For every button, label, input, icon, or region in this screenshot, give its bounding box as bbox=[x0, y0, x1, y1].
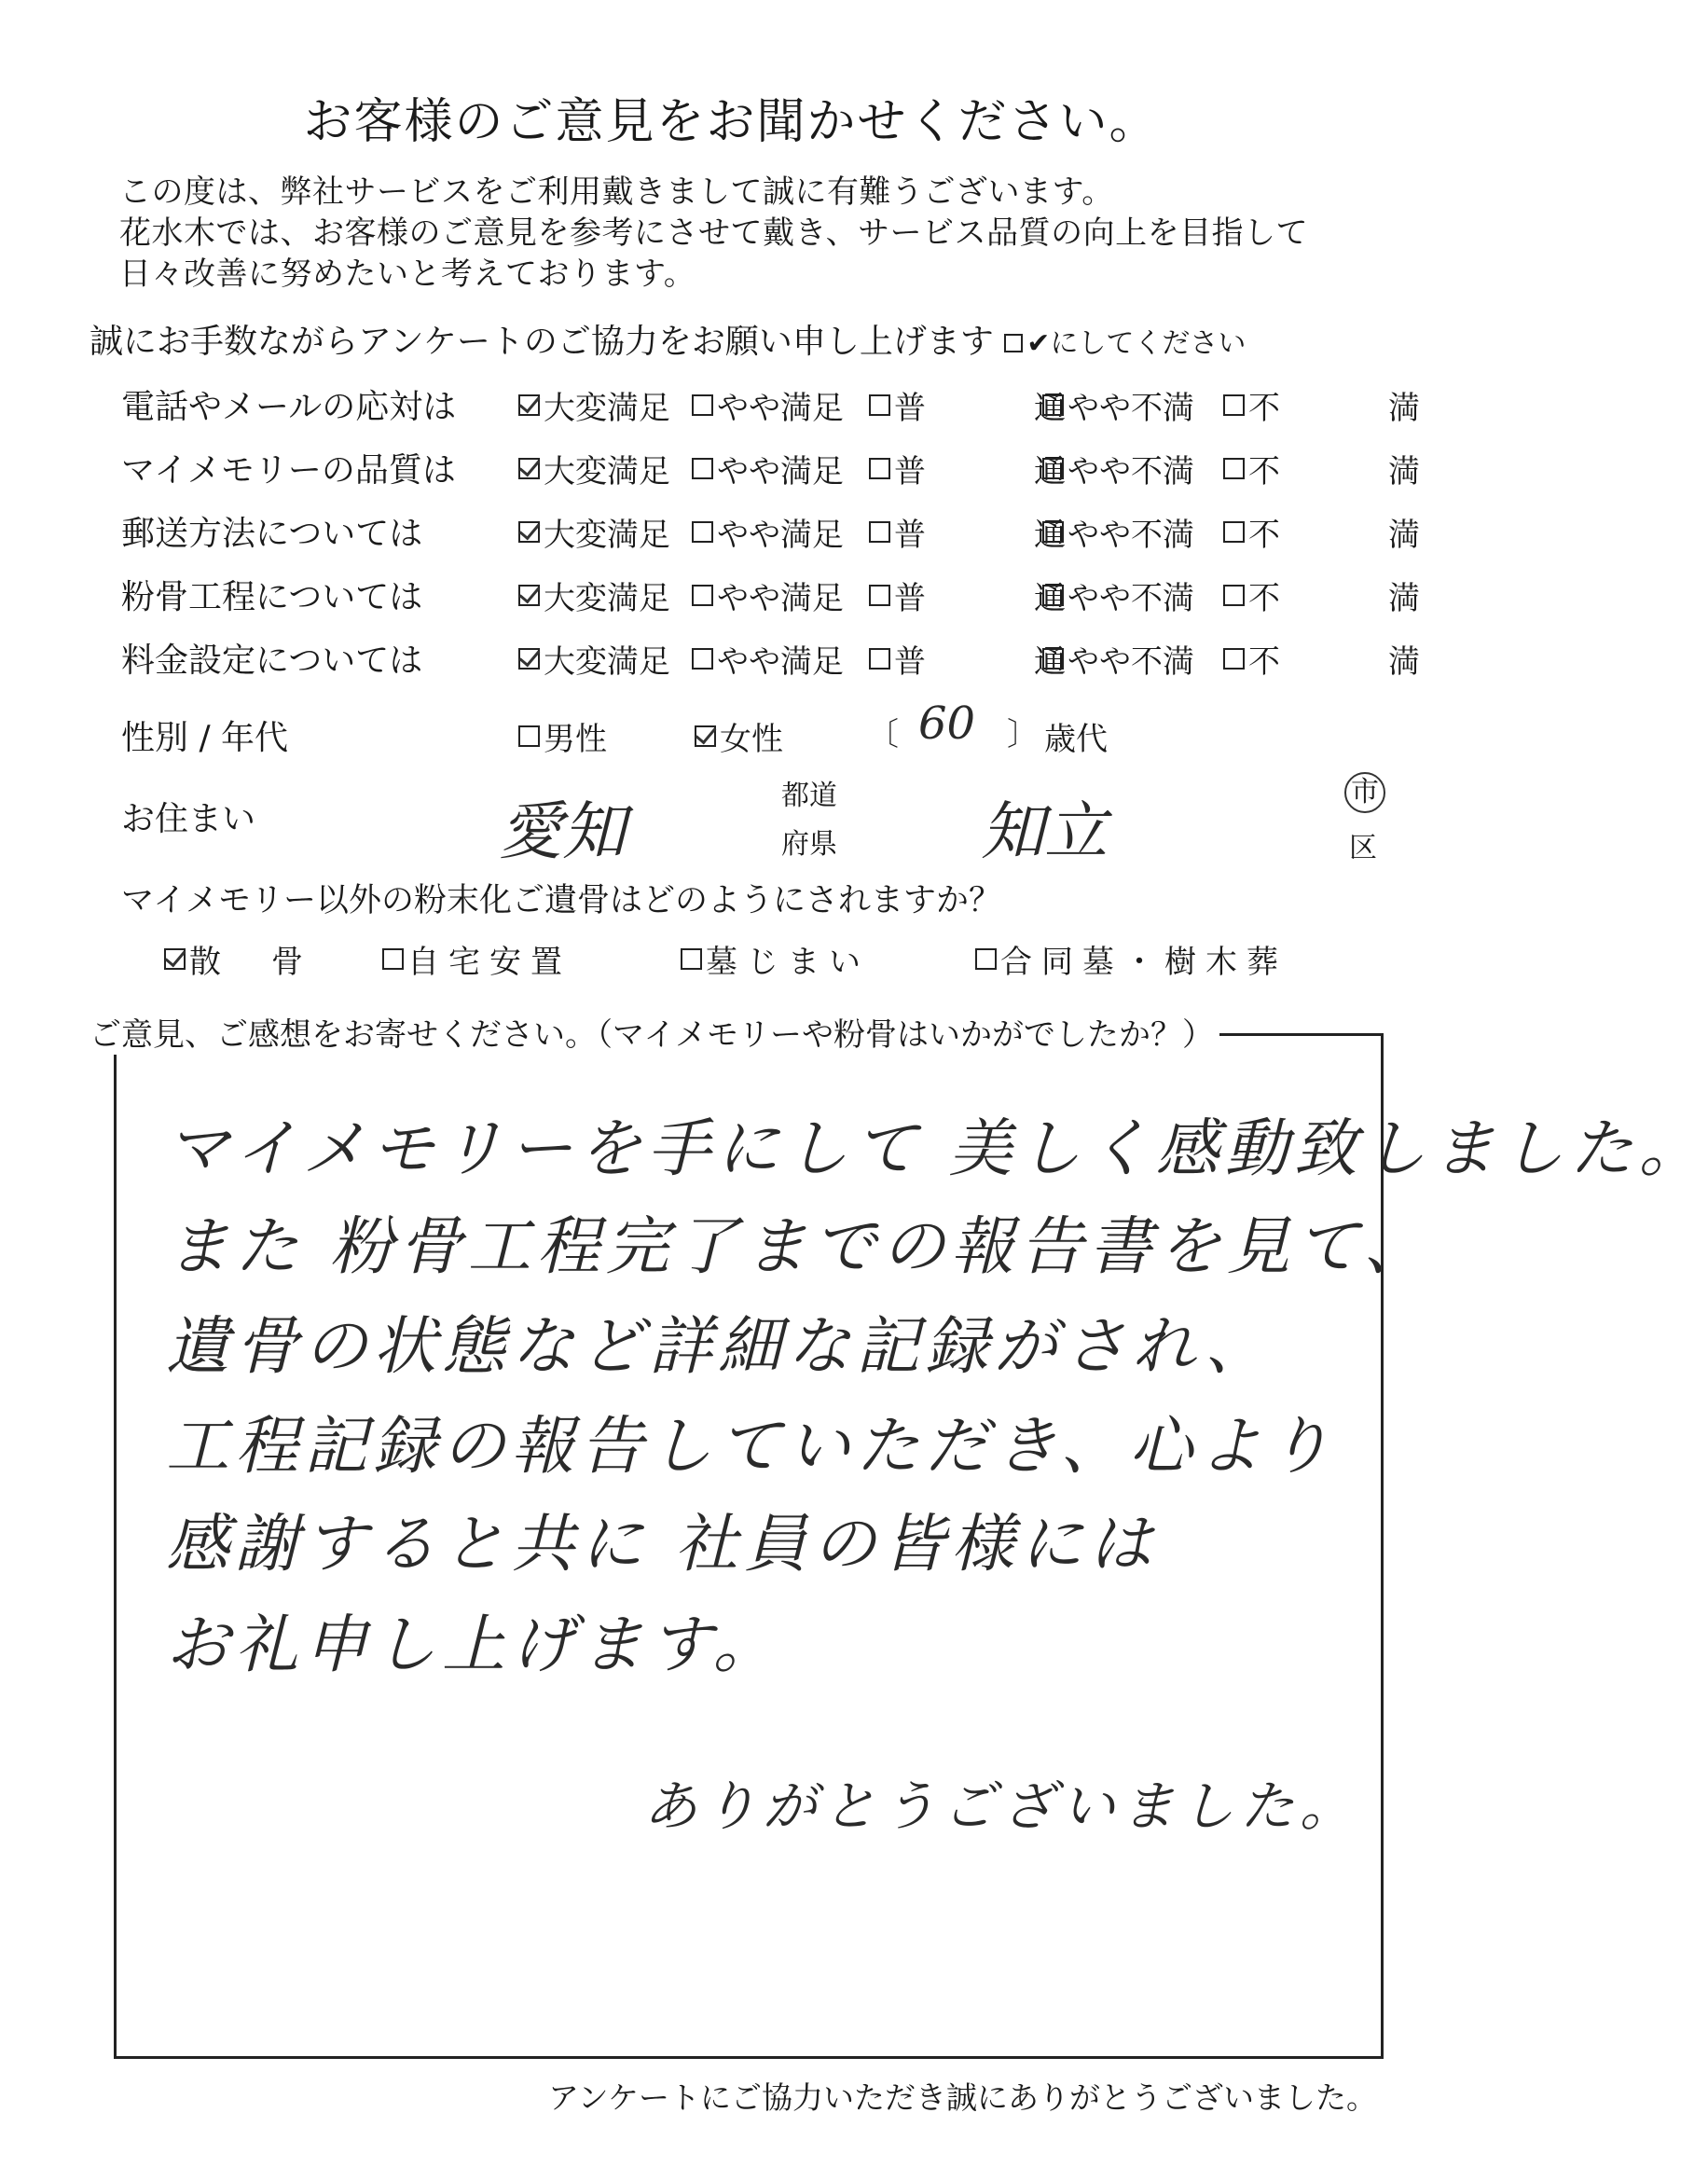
rating-option[interactable] bbox=[1223, 573, 1435, 618]
page-title: お客様のご意見をお聞かせください。 bbox=[303, 94, 1160, 150]
checkbox-checked[interactable] bbox=[518, 458, 540, 479]
rating-option[interactable] bbox=[1223, 382, 1435, 428]
checkbox[interactable] bbox=[681, 948, 702, 970]
prefecture-value[interactable]: 愛知 bbox=[499, 795, 627, 869]
rating-option-label: 大変満足 bbox=[544, 517, 670, 554]
rating-option-label: 普 通 bbox=[894, 643, 1081, 681]
rating-option-label: 大変満足 bbox=[544, 643, 670, 681]
checkbox-checked[interactable] bbox=[518, 648, 540, 670]
rating-option-label: 大変満足 bbox=[544, 453, 670, 490]
intro-line-3: 日々改善に努めたいと考えております。 bbox=[119, 255, 696, 293]
checkbox[interactable] bbox=[1042, 394, 1064, 416]
checkbox[interactable] bbox=[692, 648, 713, 670]
rating-option[interactable] bbox=[518, 573, 670, 618]
survey-request-text: 誠にお手数ながらアンケートのご協力をお願い申し上げます bbox=[90, 323, 994, 361]
comment-line: お礼申し上げます。 bbox=[166, 1609, 782, 1682]
ward-suffix: 区 bbox=[1349, 832, 1377, 864]
gender-age-label: 性別 / 年代 bbox=[121, 719, 289, 757]
city-suffix-circled: 市 bbox=[1344, 772, 1385, 813]
remains-question: マイメモリー以外の粉末化ご遺骨はどのようにされますか？ bbox=[121, 882, 1001, 919]
rating-question: マイメモリーの品質は bbox=[121, 451, 456, 490]
rating-option-label: やや不満 bbox=[1068, 390, 1194, 427]
rating-option-label: やや満足 bbox=[717, 453, 844, 490]
rating-option-label: 不 満 bbox=[1248, 580, 1435, 617]
remains-option[interactable] bbox=[164, 936, 312, 982]
checkbox[interactable] bbox=[1223, 458, 1245, 479]
checkbox-checked[interactable] bbox=[164, 948, 186, 970]
gender-option-female[interactable]: 女性 bbox=[695, 713, 783, 759]
age-bracket-close: 〕 bbox=[1007, 716, 1039, 753]
rating-option-label: 不 満 bbox=[1248, 517, 1435, 554]
comment-line: また 粉骨工程完了までの報告書を見て、 bbox=[166, 1210, 1433, 1284]
rating-option-label: 不 満 bbox=[1248, 390, 1435, 427]
footer-thanks: アンケートにご協力いただき誠にありがとうございました。 bbox=[547, 2079, 1377, 2116]
prefecture-suffix-bottom: 府県 bbox=[781, 828, 837, 861]
rating-option-label: 普 通 bbox=[894, 390, 1081, 427]
checkbox[interactable] bbox=[1042, 521, 1064, 543]
checkbox[interactable] bbox=[382, 948, 404, 970]
rating-option[interactable] bbox=[518, 446, 670, 491]
rating-option[interactable] bbox=[692, 509, 844, 555]
rating-option-label: 普 通 bbox=[894, 453, 1081, 490]
checkbox[interactable] bbox=[1223, 394, 1245, 416]
checkbox[interactable] bbox=[1042, 585, 1064, 606]
checkbox-checked[interactable] bbox=[518, 394, 540, 416]
check-mark-icon: ✔ bbox=[1026, 327, 1051, 360]
rating-option[interactable] bbox=[1042, 509, 1194, 555]
rating-option[interactable] bbox=[1223, 509, 1435, 555]
rating-option-label: 普 通 bbox=[894, 580, 1081, 617]
checkbox[interactable] bbox=[869, 394, 890, 416]
checkbox[interactable] bbox=[1042, 458, 1064, 479]
checkbox[interactable] bbox=[692, 394, 713, 416]
checkbox[interactable] bbox=[869, 585, 890, 606]
remains-option-label: 墓じまい bbox=[706, 944, 870, 981]
checkbox-sample-icon bbox=[1004, 334, 1023, 352]
rating-option-label: やや不満 bbox=[1068, 643, 1194, 681]
rating-option[interactable] bbox=[1042, 573, 1194, 618]
checkbox-checked[interactable] bbox=[518, 585, 540, 606]
checkbox[interactable] bbox=[692, 585, 713, 606]
rating-option-label: 不 満 bbox=[1248, 453, 1435, 490]
checkbox-checked[interactable] bbox=[518, 521, 540, 543]
rating-option-label: やや満足 bbox=[717, 643, 844, 681]
intro-line-2: 花水木では、お客様のご意見を参考にさせて戴き、サービス品質の向上を目指して bbox=[119, 214, 1309, 252]
checkbox[interactable] bbox=[692, 521, 713, 543]
rating-option[interactable] bbox=[1042, 636, 1194, 682]
rating-option[interactable] bbox=[692, 382, 844, 428]
rating-option-label: やや満足 bbox=[717, 517, 844, 554]
rating-option-label: やや不満 bbox=[1068, 453, 1194, 490]
checkbox[interactable] bbox=[1223, 648, 1245, 670]
remains-option-label: 自宅安置 bbox=[407, 944, 572, 981]
rating-option-label: やや不満 bbox=[1068, 580, 1194, 617]
intro-line-1: この度は、弊社サービスをご利用戴きまして誠に有難うございます。 bbox=[119, 173, 1114, 211]
checkbox[interactable] bbox=[518, 725, 540, 747]
remains-option-label: 散 骨 bbox=[189, 944, 312, 981]
comment-line: マイメモリーを手にして 美しく感動致しました。 bbox=[166, 1112, 1708, 1186]
checkbox[interactable] bbox=[1223, 585, 1245, 606]
comment-line: 感謝すると共に 社員の皆様には bbox=[166, 1508, 1158, 1581]
checkbox[interactable] bbox=[1223, 521, 1245, 543]
survey-request-note: ✔にしてください bbox=[1004, 327, 1246, 360]
rating-question: 郵送方法については bbox=[121, 515, 423, 553]
rating-option[interactable] bbox=[692, 636, 844, 682]
rating-option[interactable] bbox=[518, 636, 670, 682]
remains-option[interactable] bbox=[975, 936, 1288, 982]
checkbox[interactable] bbox=[1042, 648, 1064, 670]
rating-option-label: 大変満足 bbox=[544, 580, 670, 617]
rating-option-label: やや不満 bbox=[1068, 517, 1194, 554]
rating-option[interactable] bbox=[1042, 382, 1194, 428]
remains-option[interactable] bbox=[382, 936, 572, 982]
checkbox[interactable] bbox=[869, 521, 890, 543]
checkbox[interactable] bbox=[975, 948, 997, 970]
address-label: お住まい bbox=[121, 800, 256, 838]
checkbox[interactable] bbox=[692, 458, 713, 479]
rating-option-label: やや満足 bbox=[717, 580, 844, 617]
rating-option[interactable] bbox=[1223, 446, 1435, 491]
remains-option-label: 合同墓・樹木葬 bbox=[1000, 944, 1288, 981]
survey-request bbox=[90, 315, 1246, 363]
comment-line: 工程記録の報告していただき、心より bbox=[166, 1410, 1337, 1484]
checkbox[interactable] bbox=[869, 458, 890, 479]
rating-option[interactable] bbox=[518, 509, 670, 555]
gender-option-male[interactable]: 男性 bbox=[518, 713, 607, 759]
age-bracket-open: 〔 bbox=[867, 716, 899, 753]
rating-question: 電話やメールの応対は bbox=[121, 388, 457, 426]
comment-line: 遺骨の状態など詳細な記録がされ、 bbox=[166, 1310, 1274, 1384]
rating-option-label: 大変満足 bbox=[544, 390, 670, 427]
checkbox[interactable] bbox=[869, 648, 890, 670]
rating-question: 料金設定については bbox=[121, 642, 423, 680]
rating-option[interactable] bbox=[518, 382, 670, 428]
rating-option[interactable] bbox=[1042, 446, 1194, 491]
remains-option[interactable] bbox=[681, 936, 870, 982]
prefecture-suffix-top: 都道 bbox=[781, 780, 837, 812]
rating-option[interactable] bbox=[1223, 636, 1435, 682]
city-value[interactable]: 知立 bbox=[981, 795, 1109, 869]
rating-option-label: やや満足 bbox=[717, 390, 844, 427]
rating-option[interactable] bbox=[692, 446, 844, 491]
age-suffix: 歳代 bbox=[1044, 721, 1108, 758]
comments-heading: ご意見、ご感想をお寄せください。（マイメモリーや粉骨はいかがでしたか？） bbox=[90, 1009, 1219, 1055]
rating-option-label: 普 通 bbox=[894, 517, 1081, 554]
rating-option-label: 不 満 bbox=[1248, 643, 1435, 681]
rating-question: 粉骨工程については bbox=[121, 578, 423, 616]
rating-option[interactable] bbox=[692, 573, 844, 618]
checkbox-checked[interactable] bbox=[695, 725, 716, 747]
age-value[interactable]: 60 bbox=[918, 697, 976, 750]
comment-line: ありがとうございました。 bbox=[643, 1774, 1360, 1838]
